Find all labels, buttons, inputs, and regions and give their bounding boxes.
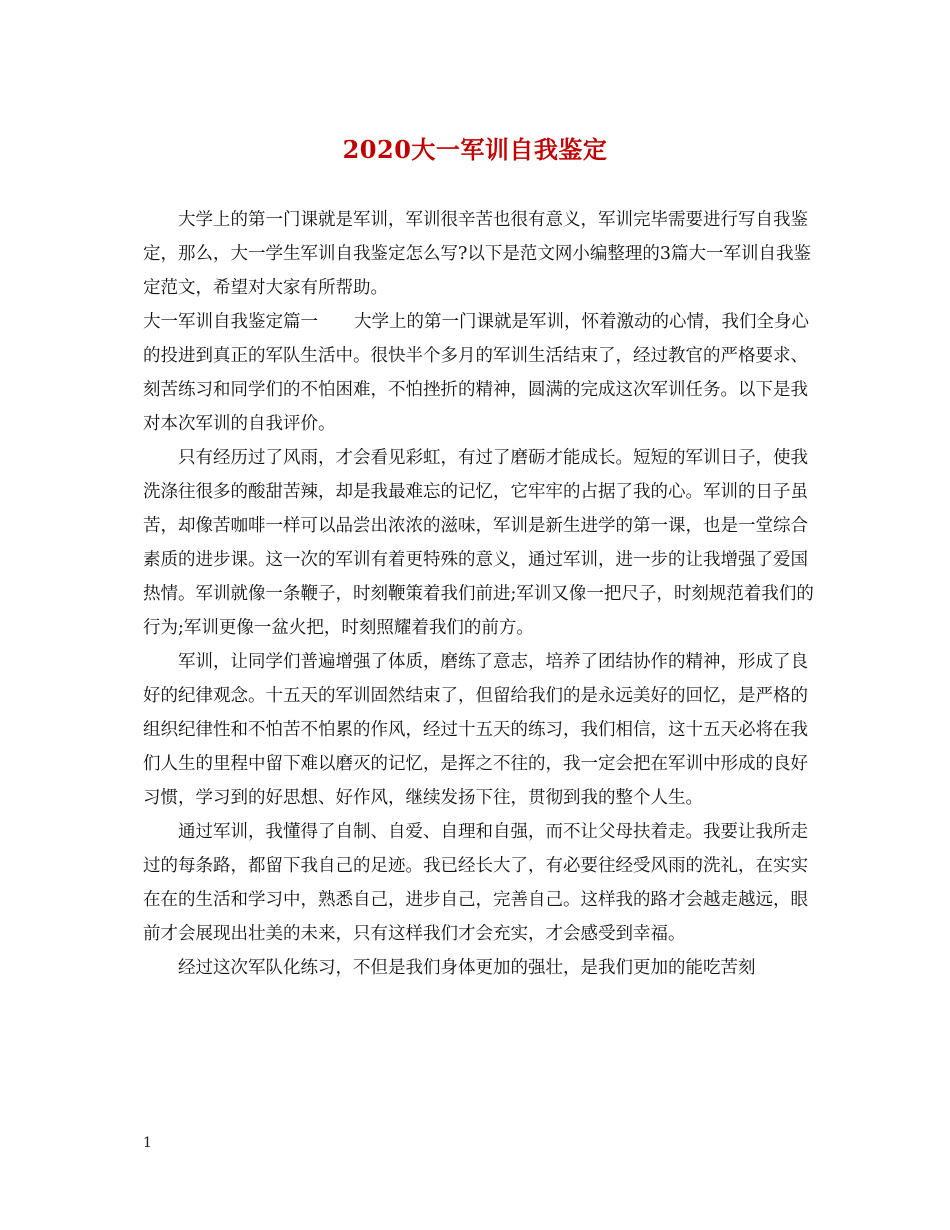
body-paragraph-4: 经过这次军队化练习，不但是我们身体更加的强壮，是我们更加的能吃苦刻 — [178, 958, 756, 978]
body-paragraph-3: 通过军训，我懂得了自制、自爱、自理和自强，而不让父母扶着走。我要让我所走过的每条路，都留下我自己的足迹。我已经长大了，有必要往经受风雨的洗礼，在实实在在的生活和学习中，熟悉自己，进步自己，完善自己。这样我的路才会越走越远，眼前才会展现出壮美的未来，只有这样我们才会充实，才会感受到幸福。 — [143, 822, 808, 944]
intro-paragraph: 大学上的第一门课就是军训，军训很辛苦也很有意义，军训完毕需要进行写自我鉴定，那么，大一学生军训自我鉴定怎么写?以下是范文网小编整理的3篇大一军训自我鉴定范文，希望对大家有所帮助。 — [143, 210, 812, 298]
section-first-text: 大学上的第一门课就是军训，怀着激动的心情，我们全身心的投进到真正的军队生活中。很快半个多月的军训生活结束了，经过教官的严格要求、刻苦练习和同学们的不怕困难，不怕挫折的精神，圆满的完成这次军训任务。以下是我对本次军训的自我评价。 — [143, 312, 809, 434]
document-body — [143, 203, 815, 985]
section-heading: 大一军训自我鉴定篇一 — [143, 312, 318, 332]
body-paragraph-1: 只有经历过了风雨，才会看见彩虹，有过了磨砺才能成长。短短的军训日子，使我洗涤往很多的酸甜苦辣，却是我最难忘的记忆，它牢牢的占据了我的心。军训的日子虽苦，却像苦咖啡一样可以品尝出浓浓的滋味，军训是新生进学的第一课，也是一堂综合素质的进步课。这一次的军训有着更特殊的意义，通过军训，进一步的让我增强了爱国热情。军训就像一条鞭子，时刻鞭策着我们前进;军训又像一把尺子，时刻规范着我们的行为;军训更像一盆火把，时刻照耀着我们的前方。 — [143, 448, 814, 638]
body-paragraph-2: 军训，让同学们普遍增强了体质，磨练了意志，培养了团结协作的精神，形成了良好的纪律观念。十五天的军训固然结束了，但留给我们的是永远美好的回忆，是严格的组织纪律性和不怕苦不怕累的作风，经过十五天的练习，我们相信，这十五天必将在我们人生的里程中留下难以磨灭的记忆，是挥之不往的，我一定会把在军训中形成的良好习惯，学习到的好思想、好作风，继续发扬下往，贯彻到我的整个人生。 — [143, 652, 808, 808]
page-number: 1 — [143, 1135, 152, 1151]
section-first-paragraph — [143, 305, 815, 441]
document-title: 2020大一军训自我鉴定 — [342, 135, 608, 164]
